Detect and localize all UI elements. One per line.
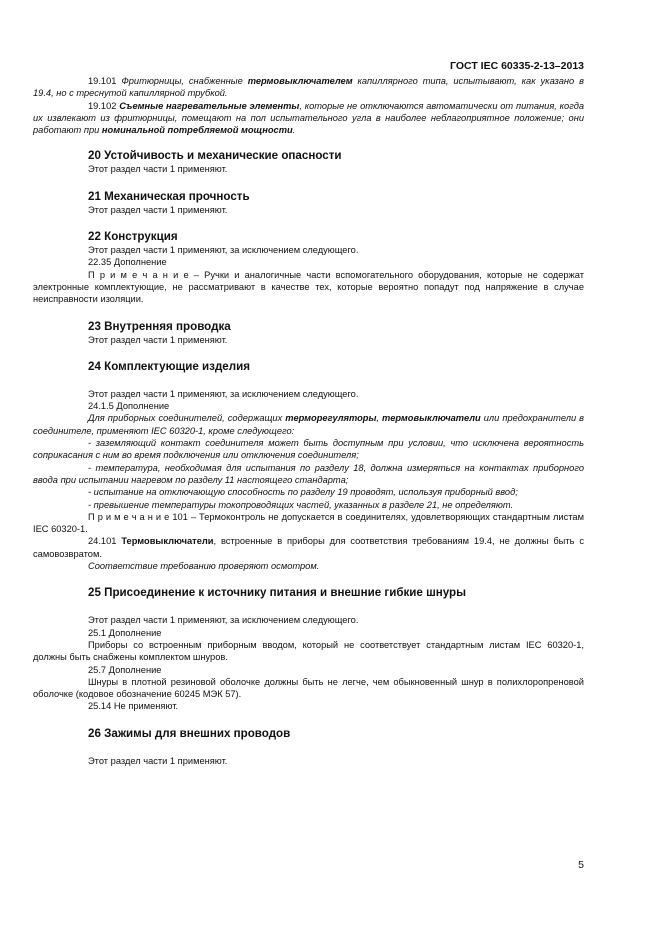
note-label: П р и м е ч а н и е (88, 511, 170, 522)
section-25-sub2: 25.7 Дополнение (88, 664, 162, 675)
section-20-title: 20 Устойчивость и механические опасности (88, 149, 342, 163)
section-24-note (33, 511, 584, 536)
text: капиллярного типа, испытывают, как указано в 19.4, но с треснутой капиллярной трубкой. (33, 76, 584, 99)
list-item: - температура, необходимая для испытания по разделу 18, должна измеряться на контактах приборного ввода при испытании нагревом по разделу 11 настоящего стандарта; (33, 462, 584, 485)
clause-number: 19.101 (88, 76, 117, 86)
note-text: 101 – Термоконтроль не допускается в соединителях, удовлетворяющих стандартным листам IEC 60320-1. (33, 511, 584, 535)
term: терморегуляторы (285, 413, 377, 424)
section-24-text: Этот раздел части 1 применяют, за исключением следующего. (88, 388, 359, 399)
section-21-title: 21 Механическая прочность (88, 189, 250, 203)
body (33, 75, 584, 767)
note-label: П р и м е ч а н и е (88, 269, 189, 280)
section-22-note (33, 269, 584, 306)
term: термовыключатели (382, 413, 481, 424)
section-23-title: 23 Внутренняя проводка (88, 319, 231, 333)
term: номинальной потребляемой мощности (101, 125, 293, 136)
section-25-p1: Приборы со встроенным приборным вводом, который не соответствует стандартным листам IEC 60320-1, должны быть снабжены комплектом шнуров. (33, 639, 584, 663)
list-item: - заземляющий контакт соединителя может быть доступным при условии, что исключена вероятность соприкасания с ним во время подключения или отключения соединителя; (33, 438, 584, 461)
section-22-sub: 22.35 Дополнение (88, 257, 167, 268)
note-text: – Ручки и аналогичные части вспомогательного оборудования, которые не содержат электронные комплектующие, не рассматривают в качестве тех, которые вероятно попадут под напряжение в случае неисправности изоляции. (33, 269, 584, 305)
section-25-text: Этот раздел части 1 применяют, за исключением следующего. (88, 615, 359, 626)
section-22-text: Этот раздел части 1 применяют, за исключением следующего. (88, 245, 359, 256)
section-24-sub: 24.1.5 Дополнение (88, 401, 170, 412)
clause-number: 19.102 (88, 100, 117, 111)
section-26-title: 26 Зажимы для внешних проводов (88, 726, 291, 740)
section-24-title: 24 Комплектующие изделия (88, 359, 251, 373)
text: или предохранители в соединителе, применяют IEC 60320-1, кроме следующего: (33, 413, 585, 436)
section-25-sub1: 25.1 Дополнение (88, 627, 162, 638)
term: термовыключателем (247, 76, 353, 86)
text: . (292, 125, 296, 136)
section-20-text: Этот раздел части 1 применяют. (88, 164, 228, 175)
text: Для приборных соединителей, содержащих (88, 413, 283, 424)
text: Фритюрницы, снабженные (121, 76, 243, 86)
list-item: - превышение температуры токопроводящих частей, указанных в разделе 21, не определяют. (88, 499, 514, 510)
section-25-title: 25 Присоединение к источнику питания и внешние гибкие шнуры (88, 586, 467, 600)
paragraph-19-101 (33, 75, 584, 100)
list-item: - испытание на отключающую способность по разделу 19 проводят, используя приборный ввод; (88, 487, 518, 498)
section-25-p2: Шнуры в плотной резиновой оболочке должны быть не легче, чем обыкновенный шнур в полихлоропреновой оболочке (кодовое обозначение 60245 МЭК 57). (33, 676, 584, 700)
document-header: ГОСТ IEC 60335-2-13–2013 (450, 60, 584, 72)
section-22-title: 22 Конструкция (88, 230, 178, 244)
section-26-text: Этот раздел части 1 применяют. (88, 755, 228, 766)
text: , которые не отключаются автоматически от питания, когда их извлекают из фритюрницы, помещают на пол испытательного угла в наиболее неблагоприятное положение; они работают при (33, 100, 584, 136)
paragraph-19-102 (33, 100, 584, 137)
text: , встроенные в приборы для соответствия требованиям 19.4, не должны быть с самовозвратом. (33, 536, 584, 559)
section-23-text: Этот раздел части 1 применяют. (88, 334, 228, 345)
section-21-text: Этот раздел части 1 применяют. (88, 204, 228, 215)
term: Термовыключатели (121, 536, 214, 547)
paragraph-24-101 (33, 535, 584, 560)
term: Съемные нагревательные элементы (119, 100, 300, 111)
section-24-check: Соответствие требованию проверяют осмотром. (88, 561, 320, 572)
clause-number: 24.101 (88, 536, 117, 547)
page-number: 5 (578, 859, 584, 871)
section-25-p3: 25.14 Не применяют. (88, 701, 179, 712)
text: , (376, 413, 379, 424)
section-24-intro (33, 412, 584, 437)
